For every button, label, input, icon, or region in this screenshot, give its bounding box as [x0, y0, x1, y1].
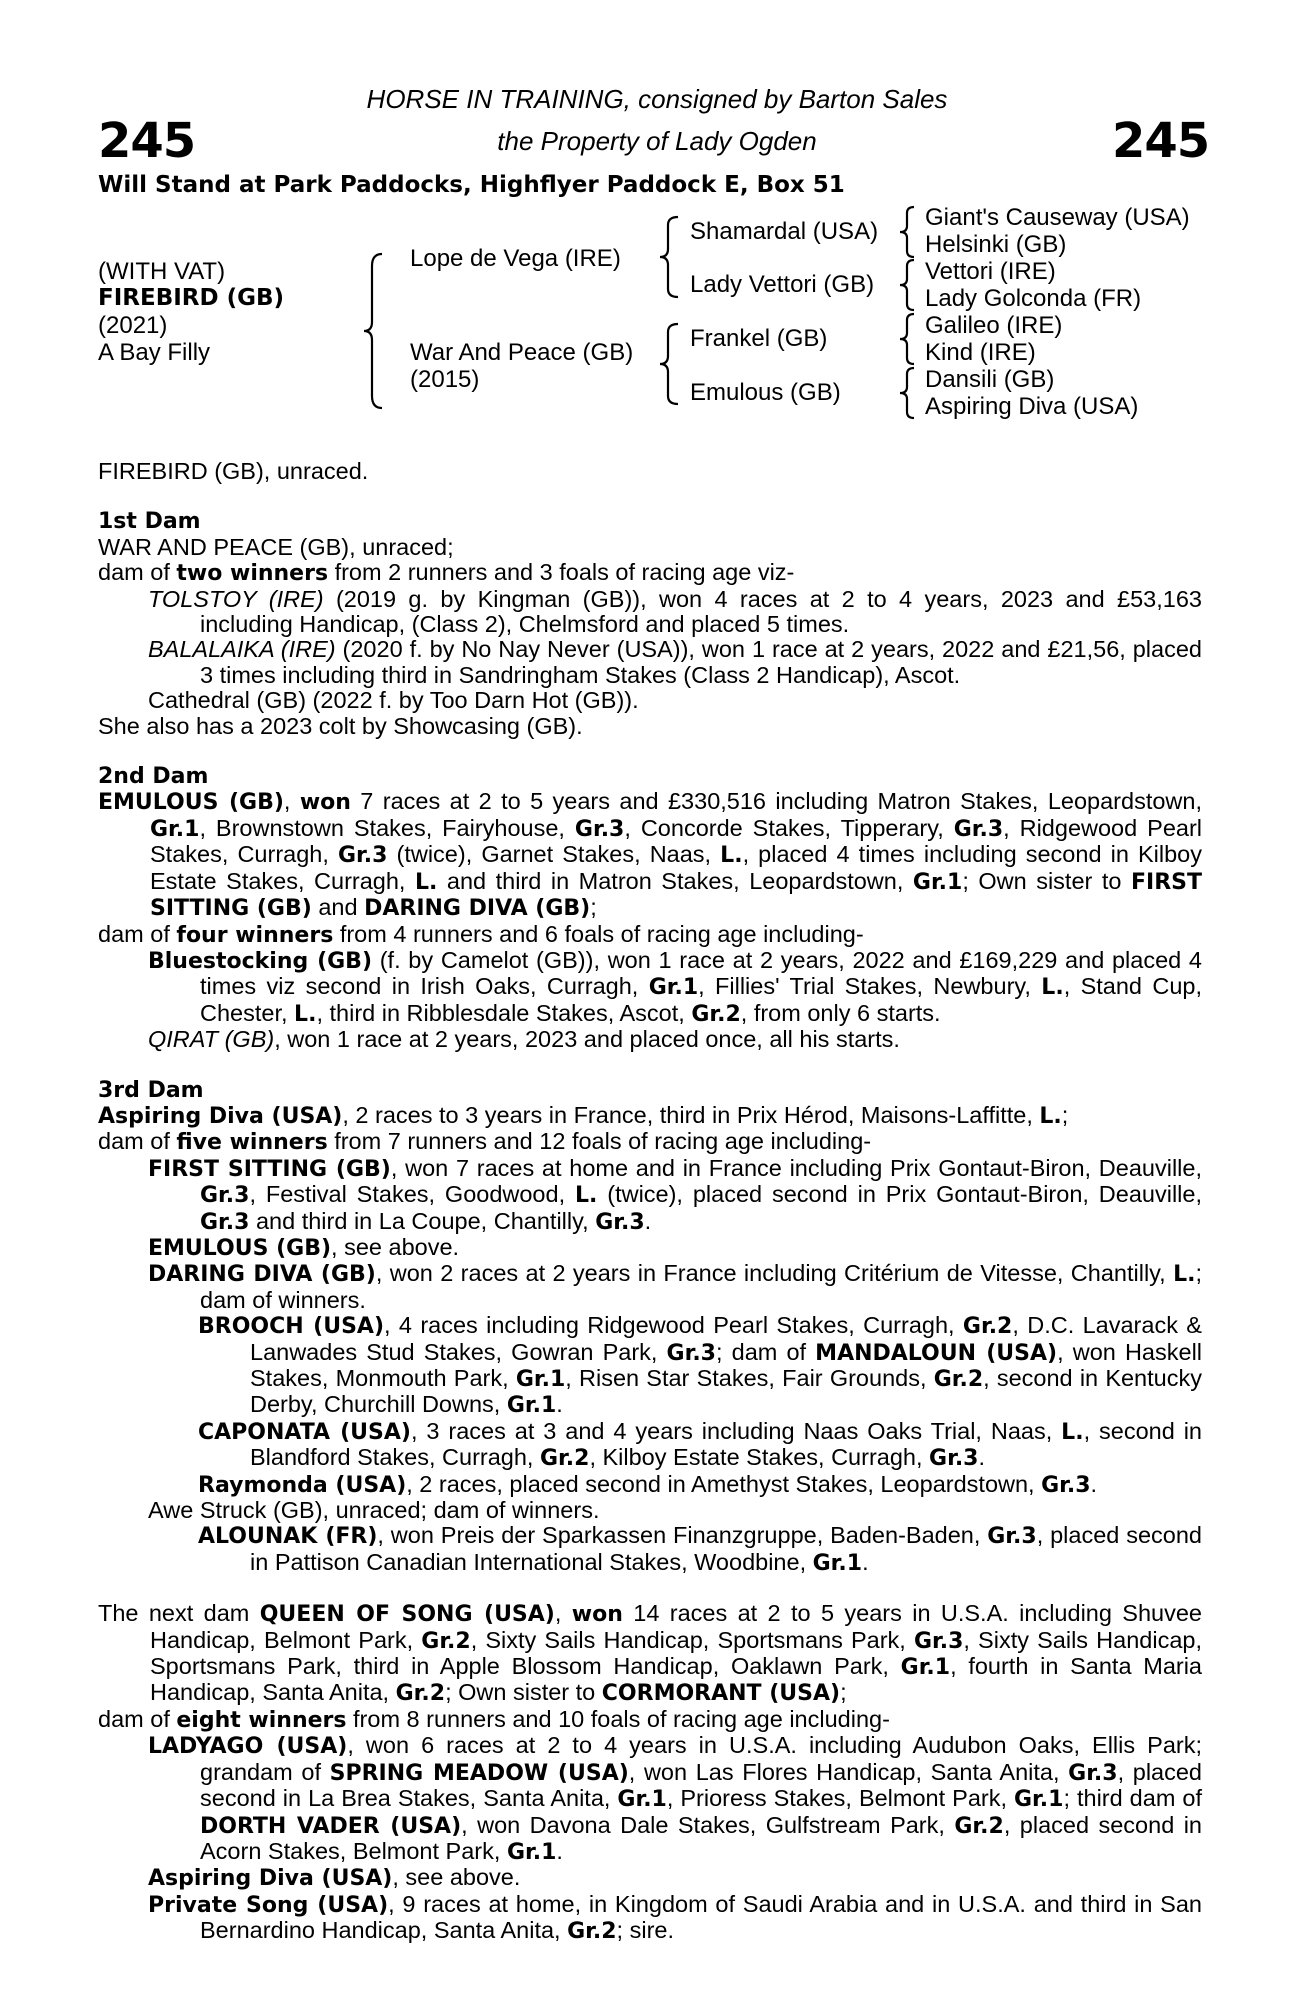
- vat-note: (WITH VAT): [98, 258, 226, 285]
- third-dam-summary: dam of five winners from 7 runners and 12 foals of racing age including-: [98, 1128, 872, 1156]
- grandsire-3: Vettori (IRE): [925, 258, 1056, 285]
- sire-dam: Lady Vettori (GB): [690, 271, 875, 298]
- grandsire-5: Galileo (IRE): [925, 312, 1063, 339]
- sire-sire: Shamardal (USA): [690, 218, 879, 245]
- offspring-ladyago: LADYAGO (USA), won 6 races at 2 to 4 years in U.S.A. including Audubon Oaks, Ellis Park; grandam of SPRING MEADOW (USA), won Las Flores Handicap, Santa Anita, Gr.3, placed second in La Brea Stakes, Santa Anita, Gr.1, Prioress Stakes, Belmont Park, Gr.1; third dam of DORTH VADER (USA), won Davona Dale Stakes, Gulfstream Park, Gr.2, placed second in Acorn Stakes, Belmont Park, Gr.1.: [148, 1732, 1203, 1865]
- first-dam-colt-note: She also has a 2023 colt by Showcasing (GB).: [98, 712, 583, 739]
- offspring-daring-diva: DARING DIVA (GB), won 2 races at 2 years in France including Critérium de Vitesse, Chantilly, L.; dam of winners.: [148, 1260, 1202, 1313]
- grandsire-7: Dansili (GB): [925, 366, 1055, 393]
- brace-dam-parents: [660, 322, 680, 406]
- offspring-qirat: QIRAT (GB), won 1 race at 2 years, 2023 and placed once, all his starts.: [148, 1026, 900, 1053]
- intro-line: FIREBIRD (GB), unraced.: [98, 458, 369, 484]
- third-dam-record: Aspiring Diva (USA), 2 races to 3 years in France, third in Prix Hérod, Maisons-Laffitte, L.;: [98, 1101, 1069, 1129]
- dam-year: (2015): [410, 366, 480, 393]
- dam-name: War And Peace (GB): [410, 339, 634, 366]
- second-dam-summary: dam of four winners from 4 runners and 6 foals of racing age including-: [98, 920, 864, 948]
- first-dam-summary: dam of two winners from 2 runners and 3 foals of racing age viz-: [98, 559, 795, 587]
- horse-year: (2021): [98, 312, 168, 339]
- first-dam-heading: 1st Dam: [98, 509, 201, 535]
- offspring-aspiring-diva: Aspiring Diva (USA), see above.: [148, 1864, 521, 1892]
- brace-sire-parents: [660, 215, 680, 299]
- grandsire-4: Lady Golconda (FR): [925, 285, 1142, 312]
- offspring-balalaika: BALALAIKA (IRE) (2020 f. by No Nay Never (USA)), won 1 race at 2 years, 2022 and £21,56, placed 3 times including third in Sandringham Stakes (Class 2 Handicap), Ascot.: [148, 636, 1202, 688]
- property-line: the Property of Lady Ogden: [497, 126, 817, 156]
- brace-g1: [900, 205, 916, 259]
- horse-description: A Bay Filly: [98, 339, 211, 366]
- brace-sire-dam: [364, 252, 384, 410]
- grandoffspring-alounak: ALOUNAK (FR), won Preis der Sparkassen Finanzgruppe, Baden-Baden, Gr.3, placed second in Pattison Canadian International Stakes, Woodbine, Gr.1.: [198, 1522, 1202, 1576]
- third-dam-heading: 3rd Dam: [98, 1077, 204, 1103]
- grandoffspring-raymonda: Raymonda (USA), 2 races, placed second in Amethyst Stakes, Leopardstown, Gr.3.: [198, 1470, 1098, 1498]
- second-dam-record: EMULOUS (GB), won 7 races at 2 to 5 years and £330,516 including Matron Stakes, Leopardstown, Gr.1, Brownstown Stakes, Fairyhouse, Gr.3, Concorde Stakes, Tipperary, Gr.3, Ridgewood Pearl Stakes, Curragh, Gr.3 (twice), Garnet Stakes, Naas, L., placed 4 times including second in Kilboy Estate Stakes, Curragh, L. and third in Matron Stakes, Leopardstown, Gr.1; Own sister to FIRST SITTING (GB) and DARING DIVA (GB);: [98, 788, 1203, 922]
- dam-sire: Frankel (GB): [690, 325, 828, 352]
- dam-dam: Emulous (GB): [690, 379, 841, 406]
- offspring-tolstoy: TOLSTOY (IRE) (2019 g. by Kingman (GB)), won 4 races at 2 to 4 years, 2023 and £53,163 including Handicap, (Class 2), Chelmsford and placed 5 times.: [148, 585, 1202, 638]
- grandoffspring-caponata: CAPONATA (USA), 3 races at 3 and 4 years including Naas Oaks Trial, Naas, L., second in Blandford Stakes, Curragh, Gr.2, Kilboy Estate Stakes, Curragh, Gr.3.: [198, 1417, 1202, 1472]
- offspring-emulous: EMULOUS (GB), see above.: [148, 1233, 460, 1261]
- first-dam-line: WAR AND PEACE (GB), unraced;: [98, 533, 454, 560]
- grandsire-8: Aspiring Diva (USA): [925, 393, 1139, 420]
- brace-g4: [900, 366, 916, 420]
- grandsire-6: Kind (IRE): [925, 339, 1036, 366]
- second-dam-heading: 2nd Dam: [98, 764, 209, 790]
- next-dam-record: The next dam QUEEN OF SONG (USA), won 14 races at 2 to 5 years in U.S.A. including Shuvee Handicap, Belmont Park, Gr.2, Sixty Sails Handicap, Sportsmans Park, Gr.3, Sixty Sails Handicap, Sportsmans Park, third in Apple Blossom Handicap, Oaklawn Park, Gr.1, fourth in Santa Maria Handicap, Santa Anita, Gr.2; Own sister to CORMORANT (USA);: [98, 1600, 1203, 1707]
- stand-location: Will Stand at Park Paddocks, Highflyer Paddock E, Box 51: [98, 172, 845, 198]
- offspring-awe-struck: Awe Struck (GB), unraced; dam of winners.: [148, 1497, 600, 1524]
- horse-name: FIREBIRD (GB): [98, 285, 285, 311]
- lot-number-left: 245: [98, 113, 196, 169]
- next-dam-summary: dam of eight winners from 8 runners and 10 foals of racing age including-: [98, 1705, 890, 1733]
- offspring-bluestocking: Bluestocking (GB) (f. by Camelot (GB)), won 1 race at 2 years, 2022 and £169,229 and placed 4 times viz second in Irish Oaks, Curragh, Gr.1, Fillies' Trial Stakes, Newbury, L., Stand Cup, Chester, L., third in Ribblesdale Stakes, Ascot, Gr.2, from only 6 starts.: [148, 946, 1202, 1027]
- offspring-cathedral: Cathedral (GB) (2022 f. by Too Darn Hot (GB)).: [148, 687, 639, 714]
- lot-number-right: 245: [1112, 113, 1210, 169]
- sire-name: Lope de Vega (IRE): [410, 245, 621, 272]
- offspring-first-sitting: FIRST SITTING (GB), won 7 races at home and in France including Prix Gontaut-Biron, Deauville, Gr.3, Festival Stakes, Goodwood, L. (twice), placed second in Prix Gontaut-Biron, Deauville, Gr.3 and third in La Coupe, Chantilly, Gr.3.: [148, 1154, 1202, 1235]
- grandsire-2: Helsinki (GB): [925, 231, 1067, 258]
- grandsire-1: Giant's Causeway (USA): [925, 204, 1190, 231]
- offspring-private-song: Private Song (USA), 9 races at home, in Kingdom of Saudi Arabia and in U.S.A. and third in San Bernardino Handicap, Santa Anita, Gr.2; sire.: [148, 1890, 1202, 1945]
- consignor-line: HORSE IN TRAINING, consigned by Barton Sales: [366, 84, 948, 114]
- catalogue-body: [98, 459, 1202, 1945]
- grandoffspring-brooch: BROOCH (USA), 4 races including Ridgewood Pearl Stakes, Curragh, Gr.2, D.C. Lavarack & Lanwades Stud Stakes, Gowran Park, Gr.3; dam of MANDALOUN (USA), won Haskell Stakes, Monmouth Park, Gr.1, Risen Star Stakes, Fair Grounds, Gr.2, second in Kentucky Derby, Churchill Downs, Gr.1.: [198, 1312, 1203, 1419]
- brace-g3: [900, 312, 916, 366]
- brace-g2: [900, 258, 916, 312]
